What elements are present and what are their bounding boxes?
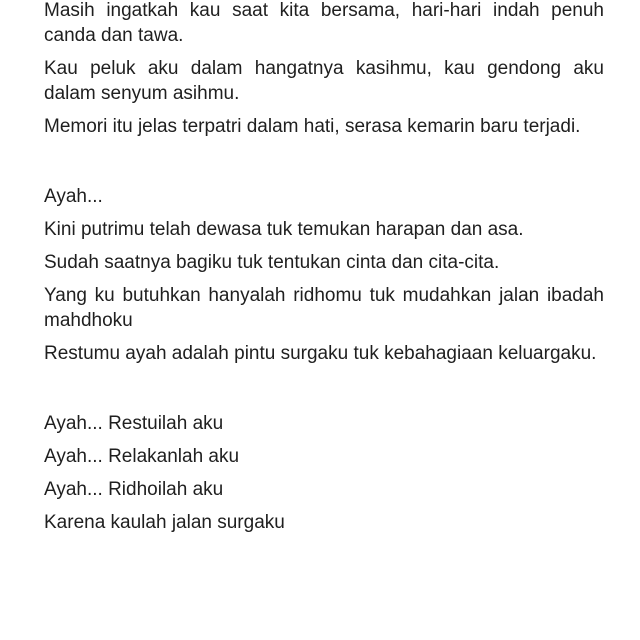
stanza2-line-3: Yang ku butuhkan hanyalah ridhomu tuk mudahkan jalan ibadah mahdhoku (44, 285, 604, 331)
stanza-gap (44, 147, 604, 184)
stanza1-line-2: Kau peluk aku dalam hangatnya kasihmu, kau gendong aku dalam senyum asihmu. (44, 58, 604, 104)
stanza-gap (44, 374, 604, 411)
poem-body (44, 0, 604, 543)
stanza2-title: Ayah... (44, 186, 103, 207)
stanza3-line-2: Ayah... Relakanlah aku (44, 446, 240, 467)
stanza1-line-1: Masih ingatkah kau saat kita bersama, hari-hari indah penuh canda dan tawa. (44, 0, 604, 46)
stanza1-line-3: Memori itu jelas terpatri dalam hati, serasa kemarin baru terjadi. (44, 116, 581, 137)
stanza3-line-3: Ayah... Ridhoilah aku (44, 479, 224, 500)
stanza3-line-1: Ayah... Restuilah aku (44, 413, 224, 434)
stanza2-line-2: Sudah saatnya bagiku tuk tentukan cinta dan cita-cita. (44, 252, 500, 273)
stanza2-line-4: Restumu ayah adalah pintu surgaku tuk kebahagiaan keluargaku. (44, 343, 597, 364)
stanza3-line-4: Karena kaulah jalan surgaku (44, 512, 285, 533)
stanza2-line-1: Kini putrimu telah dewasa tuk temukan harapan dan asa. (44, 219, 524, 240)
